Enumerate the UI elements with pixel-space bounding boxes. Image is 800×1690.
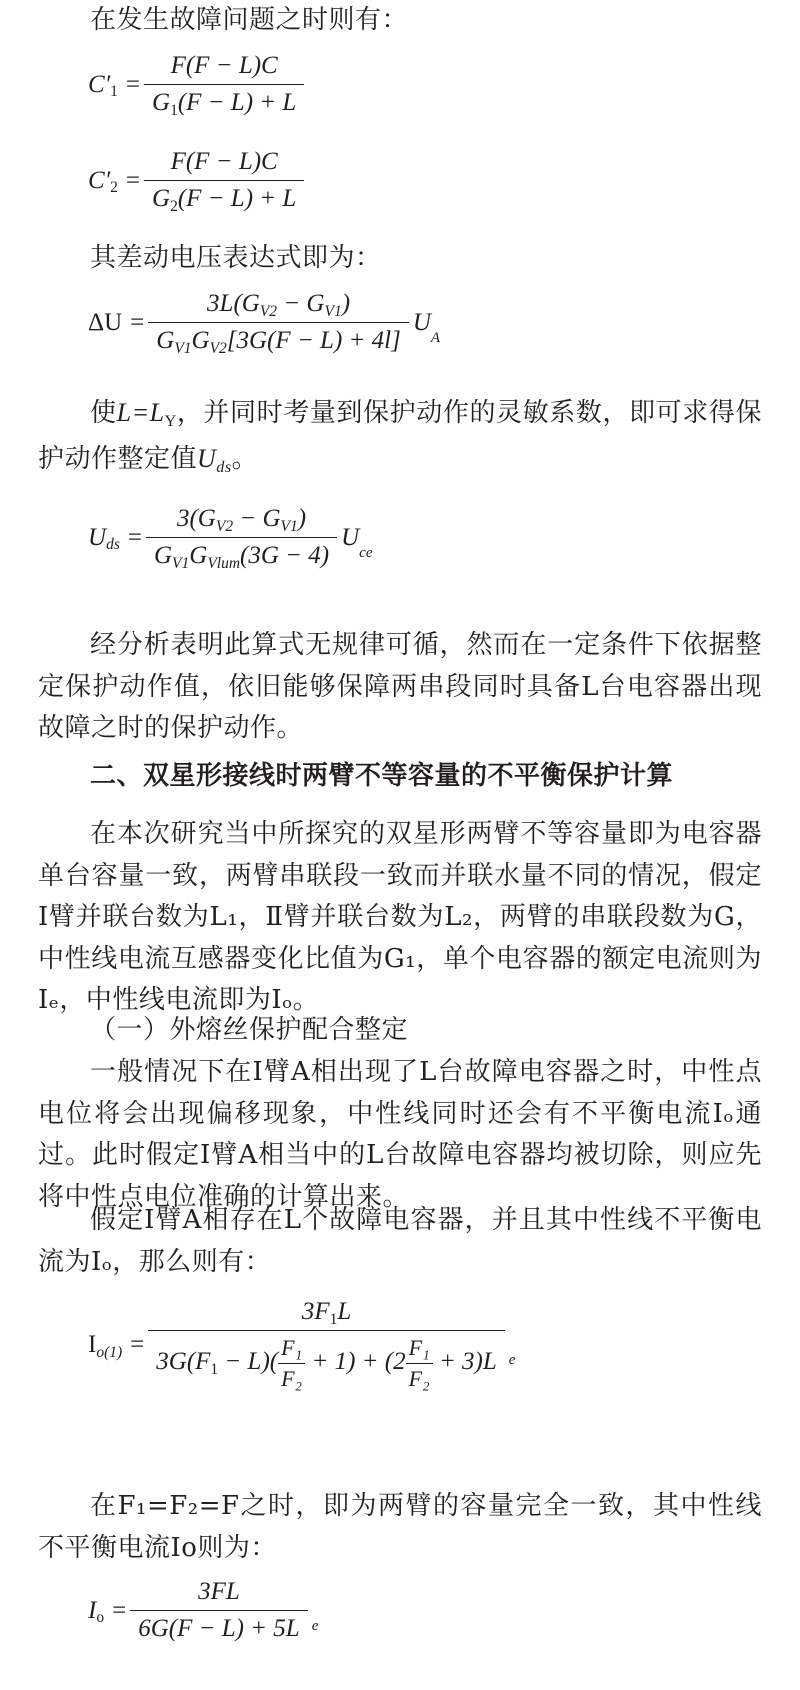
subsection-heading: （一）外熔丝保护配合整定: [90, 1015, 409, 1045]
equals-sign: =: [112, 1596, 127, 1624]
equals-sign: =: [130, 308, 145, 336]
paragraph-analysis: 经分析表明此算式无规律可循，然而在一定条件下依据整定保护动作值，依旧能够保障两串段同时具备L台电容器出现故障之时的保护动作。: [38, 630, 762, 743]
formula-du-denominator: GV1GV2[3G(F − L) + 4l]: [148, 322, 409, 355]
formula-c1-fraction: [144, 52, 304, 117]
paragraph-study-definition: 在本次研究当中所探究的双星形两臂不等容量即为电容器单台容量一致，两臂串联段一致而并联水量不同的情况，假定Ⅰ臂并联台数为L₁，Ⅱ臂并联台数为L₂，两臂的串联段数为G，中性线电流互感器变化比值为G₁，单个电容器的额定电流则为Iₑ，中性线电流即为Iₒ。: [38, 819, 762, 1015]
formula-io1-fraction: [148, 1298, 505, 1392]
formula-du-lhs: ΔU: [88, 308, 123, 336]
formula-io-denominator: 6G(F − L) + 5L: [130, 1610, 308, 1643]
paragraph-setting-value: 使L=LY，并同时考量到保护动作的灵敏系数，即可求得保护动作整定值Uds。: [38, 398, 762, 476]
formula-delta-u: [88, 290, 440, 355]
inline-l-equals-ly: L=LY: [116, 398, 177, 431]
formula-io1: [88, 1298, 515, 1392]
formula-c1-lhs: C′1: [88, 70, 118, 101]
paragraph-diff-voltage: 其差动电压表达式即为：: [90, 243, 382, 273]
equals-sign: =: [127, 523, 142, 551]
paragraph-assumption: 假定Ⅰ臂A相存在L个故障电容器，并且其中性线不平衡电流为Iₒ，那么则有：: [38, 1205, 762, 1277]
inner-fraction-f1-f2-second: $\frac{\text{F₁}}{\text{F₂}}$: [406, 1335, 433, 1392]
formula-c1: [88, 52, 304, 117]
paragraph-equal-capacity: 在F₁=F₂=F之时，即为两臂的容量完全一致，其中性线不平衡电流Io则为：: [38, 1491, 762, 1563]
formula-c1-numerator: F(F − L)C: [170, 52, 278, 79]
formula-uds-tail: $U_{ce}$: [341, 523, 373, 561]
formula-c2: [88, 148, 304, 213]
formula-uds-fraction: [146, 505, 337, 570]
formula-io-tail: e: [311, 1617, 319, 1634]
formula-io-fraction: [130, 1578, 308, 1643]
formula-du-fraction: [148, 290, 409, 355]
paragraph-general-case: 一般情况下在Ⅰ臂A相出现了L台故障电容器之时，中性点电位将会出现偏移现象，中性线同时还会有不平衡电流Iₒ通过。此时假定Ⅰ臂A相当中的L台故障电容器均被切除，则应先将中性点电位准确的计算出来。: [38, 1057, 762, 1212]
formula-c2-lhs: C′2: [88, 166, 118, 197]
formula-io1-denominator: 3G(F1 − L)( $\frac{\text{F₁}}{\text{F₂}}$ + 1) + (2 $\frac{\text{F₁}}{\text{F₂}}$ + 3)L: [148, 1330, 505, 1392]
formula-du-tail: $U_A$: [412, 308, 441, 346]
formula-io1-tail: e: [508, 1352, 516, 1368]
paragraph-fault-intro: 在发生故障问题之时则有：: [90, 5, 409, 35]
formula-du-numerator: 3L(GV2 − GV1): [207, 290, 351, 320]
formula-c2-fraction: [144, 148, 304, 213]
equals-sign: =: [130, 1331, 145, 1358]
formula-uds-denominator: GV1GVlum(3G − 4): [146, 537, 337, 570]
formula-io1-numerator: 3F1L: [301, 1298, 352, 1328]
formula-uds: [88, 505, 373, 570]
formula-c2-denominator: G2(F − L) + L: [144, 180, 304, 213]
inner-fraction-f1-f2: $\frac{\text{F₁}}{\text{F₂}}$: [278, 1335, 305, 1392]
formula-io1-lhs: Io(1): [88, 1331, 123, 1361]
formula-c2-numerator: F(F − L)C: [170, 148, 278, 175]
formula-uds-lhs: Uds: [88, 523, 120, 554]
formula-io-lhs: Io: [88, 1596, 105, 1627]
formula-c1-denominator: G1(F − L) + L: [144, 84, 304, 117]
formula-io-numerator: 3FL: [198, 1578, 240, 1605]
formula-io: [88, 1578, 318, 1643]
inline-uds: Uds: [197, 443, 232, 476]
formula-uds-numerator: 3(GV2 − GV1): [176, 505, 307, 535]
equals-sign: =: [125, 70, 141, 98]
section-heading: 二、双星形接线时两臂不等容量的不平衡保护计算: [90, 761, 674, 791]
equals-sign: =: [125, 166, 141, 194]
